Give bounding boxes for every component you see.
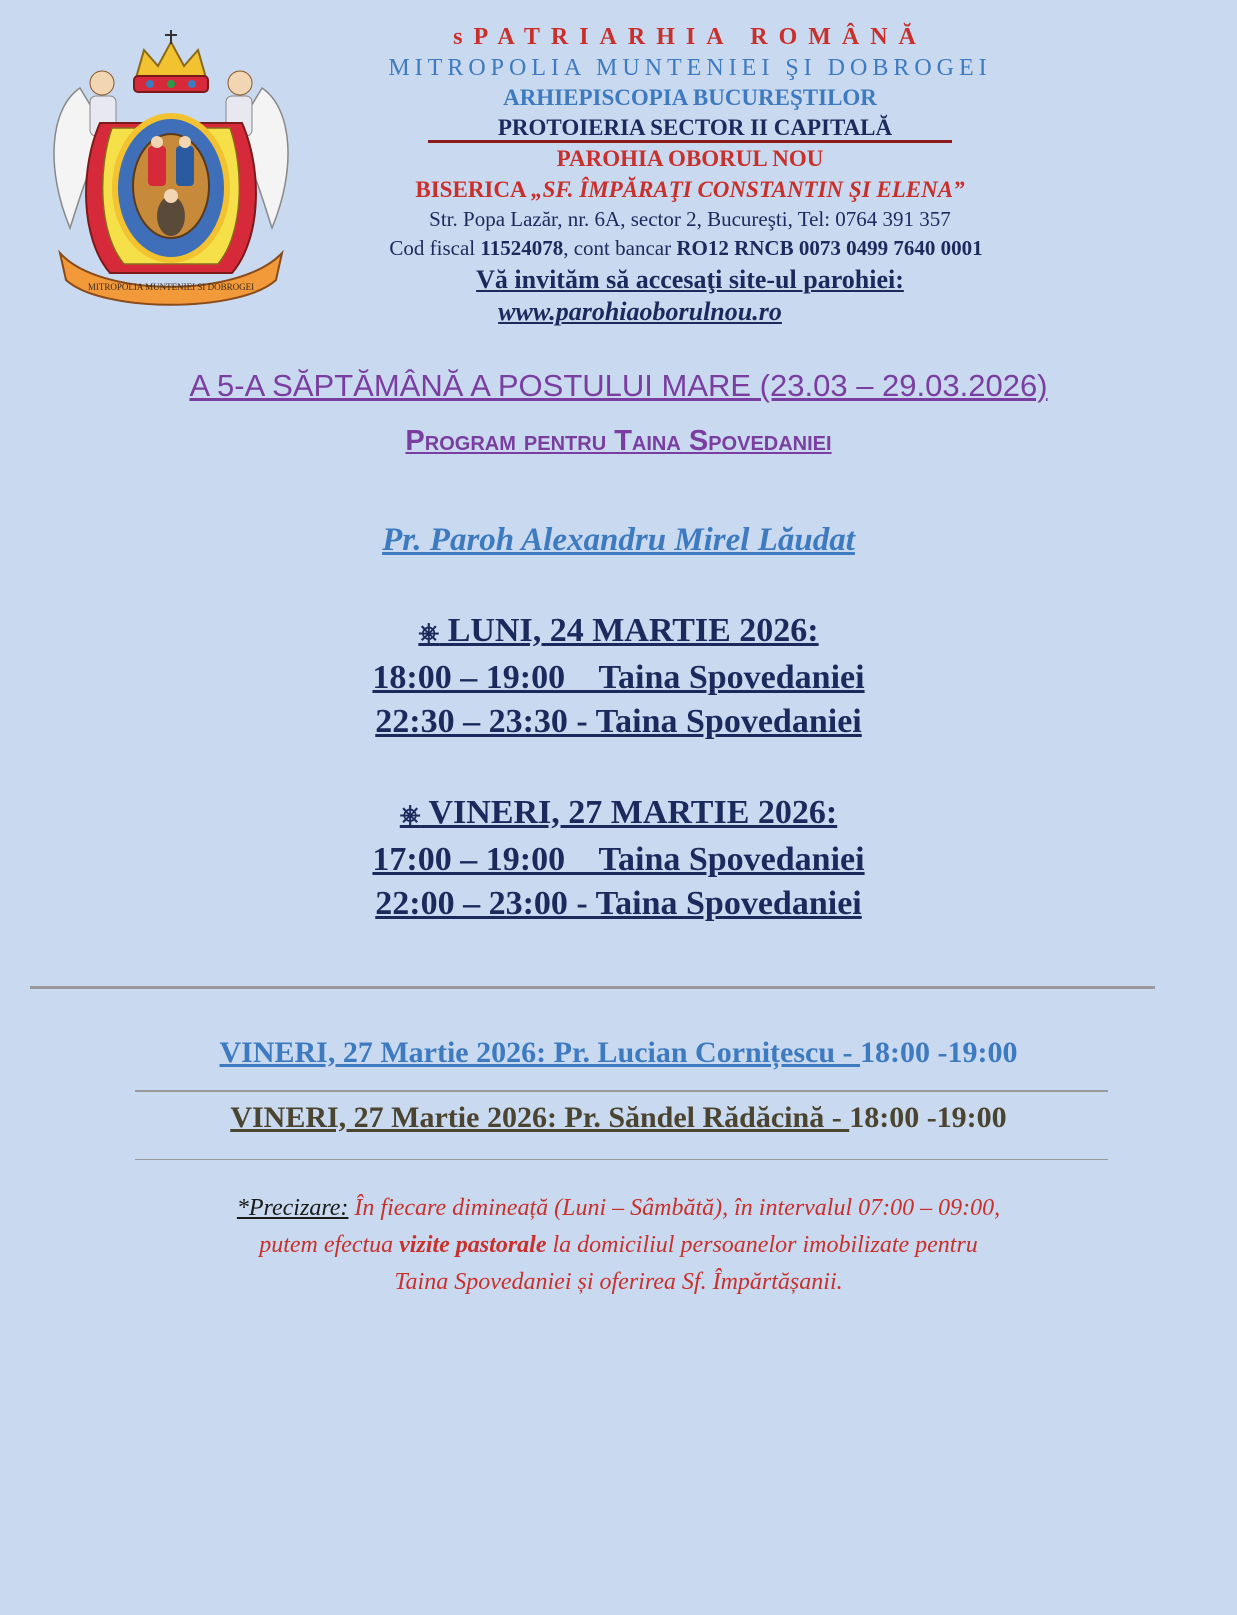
patriarhia-line: sPATRIARHIA ROMÂNĂ	[453, 24, 927, 50]
protoieria-line	[285, 113, 1095, 143]
time-slot: 22:00 – 23:00 - Taina Spovedaniei	[375, 885, 862, 922]
fiscal-code: 11524078	[480, 236, 564, 260]
protoieria-text: PROTOIERIA SECTOR II CAPITALĂ	[428, 115, 952, 143]
row-divider	[135, 1090, 1108, 1092]
parohia-line: PAROHIA OBORUL NOU	[556, 146, 824, 171]
parish-priest-name: Pr. Paroh Alexandru Mirel Lăudat	[382, 522, 855, 558]
biserica-name: „SF. ÎMPĂRAŢI CONSTANTIN ŞI ELENA”	[531, 177, 965, 202]
star-icon: ⎈	[399, 800, 421, 829]
day-label: VINERI, 27 MARTIE 2026:	[420, 794, 838, 831]
time-slot: 17:00 – 19:00 _ Taina Spovedaniei	[372, 841, 865, 878]
note-line-2-bold: vizite pastorale	[399, 1232, 547, 1258]
program-title: Program pentru Taina Spovedaniei	[405, 425, 832, 457]
note-line-1	[0, 1190, 1237, 1227]
day-label: LUNI, 24 MARTIE 2026:	[439, 612, 819, 649]
other-priest-row	[0, 1036, 1237, 1070]
website-invite: Vă invităm să accesaţi site-ul parohiei:	[476, 265, 904, 294]
other-priest-label: VINERI, 27 Martie 2026: Pr. Săndel Rădăcină -	[230, 1101, 850, 1134]
note-line-2	[0, 1227, 1237, 1264]
address-line: Str. Popa Lazăr, nr. 6A, sector 2, Bucureşti, Tel: 0764 391 357	[429, 207, 951, 231]
parish-header	[285, 22, 1095, 328]
note-label: *Precizare:	[236, 1195, 349, 1221]
other-priest-label: VINERI, 27 Martie 2026: Pr. Lucian Cornițescu -	[219, 1036, 861, 1069]
day-title	[0, 608, 1237, 656]
schedule-day-monday	[0, 608, 1237, 744]
fiscal-line	[277, 234, 1095, 263]
other-priest-time: 18:00 -19:00	[849, 1101, 1007, 1134]
star-icon: ⎈	[418, 618, 440, 647]
bank-label: , cont bancar	[563, 236, 677, 260]
section-divider	[30, 986, 1155, 989]
day-title	[0, 790, 1237, 838]
bank-account: RO12 RNCB 0073 0499 7640 0001	[676, 236, 983, 260]
mitropolia-line: MITROPOLIA MUNTENIEI ŞI DOBROGEI	[388, 55, 992, 81]
note-line-2-after: la domiciliul persoanelor imobilizate pentru	[546, 1232, 978, 1258]
week-title: A 5-A SĂPTĂMÂNĂ A POSTULUI MARE (23.03 – 29.03.2026)	[189, 368, 1048, 403]
website-link[interactable]: www.parohiaoborulnou.ro	[498, 297, 782, 326]
emblem-ribbon-text: MITROPOLIA MUNTENIEI SI DOBROGEI	[87, 282, 255, 292]
row-divider	[135, 1159, 1108, 1160]
arhiepiscopia-line: ARHIEPISCOPIA BUCUREŞTILOR	[503, 85, 877, 110]
note-line-1-text: În fiecare dimineață (Luni – Sâmbătă), în intervalul 07:00 – 09:00,	[348, 1195, 1001, 1221]
time-slot: 22:30 – 23:30 - Taina Spovedaniei	[375, 703, 862, 740]
fiscal-label: Cod fiscal	[389, 236, 481, 260]
note-line-3: Taina Spovedaniei și oferirea Sf. Împărtășanii.	[394, 1269, 843, 1295]
patriarchate-emblem	[40, 28, 302, 306]
biserica-prefix: BISERICA	[415, 177, 532, 202]
biserica-line	[285, 174, 1095, 205]
pastoral-visit-note	[0, 1190, 1237, 1301]
other-priest-row	[0, 1101, 1237, 1135]
note-line-2-before: putem efectua	[259, 1232, 400, 1258]
other-priest-time: 18:00 -19:00	[860, 1036, 1018, 1069]
time-slot: 18:00 – 19:00 _ Taina Spovedaniei	[372, 659, 865, 696]
schedule-day-friday	[0, 790, 1237, 926]
